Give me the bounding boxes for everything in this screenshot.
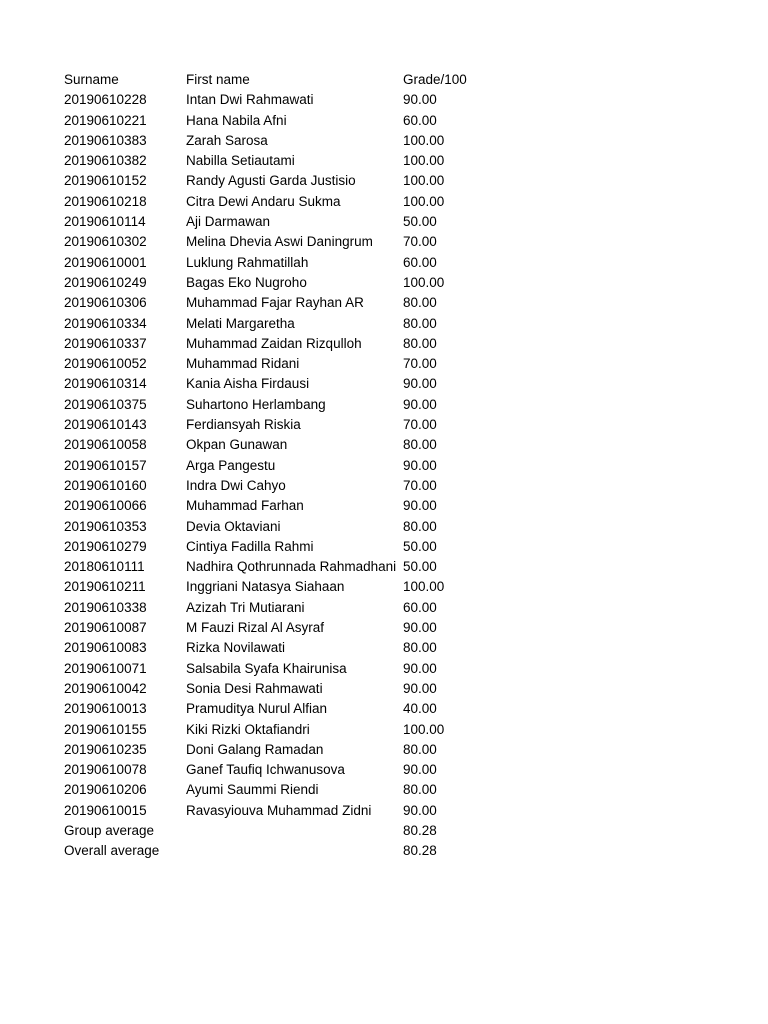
first-name-cell: Hana Nabila Afni bbox=[186, 112, 287, 128]
first-name-cell: Azizah Tri Mutiarani bbox=[186, 599, 305, 615]
grade-cell: 90.00 bbox=[403, 762, 437, 778]
surname-cell: 20190610155 bbox=[64, 721, 147, 737]
surname-cell: 20190610083 bbox=[64, 640, 147, 656]
table-row bbox=[64, 90, 504, 110]
surname-cell: 20190610375 bbox=[64, 396, 147, 412]
grade-cell: 90.00 bbox=[403, 396, 437, 412]
table-row bbox=[64, 577, 504, 597]
surname-cell: 20190610314 bbox=[64, 376, 147, 392]
grade-cell: 60.00 bbox=[403, 254, 437, 270]
summary-label: Overall average bbox=[64, 843, 160, 859]
grade-cell: 80.00 bbox=[403, 640, 437, 656]
table-row bbox=[64, 557, 504, 577]
table-row bbox=[64, 293, 504, 313]
summary-empty bbox=[186, 821, 403, 841]
first-name-cell: Okpan Gunawan bbox=[186, 437, 288, 453]
surname-cell: 20190610160 bbox=[64, 477, 147, 493]
grade-cell: 80.00 bbox=[403, 741, 437, 757]
table-row bbox=[64, 618, 504, 638]
first-name-cell: M Fauzi Rizal Al Asyraf bbox=[186, 620, 325, 636]
table-row bbox=[64, 151, 504, 171]
first-name-cell: Citra Dewi Andaru Sukma bbox=[186, 193, 341, 209]
surname-cell: 20180610111 bbox=[64, 559, 145, 575]
surname-cell: 20190610143 bbox=[64, 417, 147, 433]
grade-cell: 70.00 bbox=[403, 417, 437, 433]
first-name-cell: Nabilla Setiautami bbox=[186, 153, 295, 169]
grade-cell: 90.00 bbox=[403, 660, 437, 676]
table-row bbox=[64, 720, 504, 740]
table-row bbox=[64, 598, 504, 618]
table-row bbox=[64, 537, 504, 557]
table-row bbox=[64, 435, 504, 455]
table-row bbox=[64, 253, 504, 273]
table-row bbox=[64, 273, 504, 293]
table-row bbox=[64, 171, 504, 191]
grade-cell: 90.00 bbox=[403, 680, 437, 696]
surname-cell: 20190610382 bbox=[64, 153, 147, 169]
table-row bbox=[64, 659, 504, 679]
table-row bbox=[64, 699, 504, 719]
grade-cell: 50.00 bbox=[403, 538, 437, 554]
grade-cell: 90.00 bbox=[403, 376, 437, 392]
table-row bbox=[64, 212, 504, 232]
surname-cell: 20190610042 bbox=[64, 680, 147, 696]
table-row bbox=[64, 232, 504, 252]
surname-cell: 20190610221 bbox=[64, 112, 147, 128]
grade-cell: 100.00 bbox=[403, 274, 445, 290]
table-row bbox=[64, 395, 504, 415]
table-row bbox=[64, 415, 504, 435]
surname-cell: 20190610383 bbox=[64, 132, 147, 148]
first-name-cell: Doni Galang Ramadan bbox=[186, 741, 324, 757]
surname-cell: 20190610218 bbox=[64, 193, 147, 209]
surname-cell: 20190610087 bbox=[64, 620, 147, 636]
first-name-cell: Zarah Sarosa bbox=[186, 132, 268, 148]
first-name-cell: Bagas Eko Nugroho bbox=[186, 274, 307, 290]
first-name-cell: Muhammad Fajar Rayhan AR bbox=[186, 295, 364, 311]
surname-cell: 20190610071 bbox=[64, 660, 147, 676]
summary-value: 80.28 bbox=[403, 843, 437, 859]
first-name-cell: Ravasyiouva Muhammad Zidni bbox=[186, 802, 372, 818]
first-name-cell: Melina Dhevia Aswi Daningrum bbox=[186, 234, 373, 250]
table-row bbox=[64, 740, 504, 760]
surname-cell: 20190610015 bbox=[64, 802, 147, 818]
grade-cell: 100.00 bbox=[403, 153, 445, 169]
grade-cell: 70.00 bbox=[403, 477, 437, 493]
grade-cell: 100.00 bbox=[403, 579, 445, 595]
surname-cell: 20190610211 bbox=[64, 579, 146, 595]
first-name-cell: Sonia Desi Rahmawati bbox=[186, 680, 323, 696]
grade-cell: 40.00 bbox=[403, 701, 437, 717]
first-name-cell: Devia Oktaviani bbox=[186, 518, 281, 534]
grade-cell: 70.00 bbox=[403, 234, 437, 250]
table-row bbox=[64, 780, 504, 800]
grade-cell: 100.00 bbox=[403, 173, 445, 189]
grade-cell: 80.00 bbox=[403, 437, 437, 453]
grade-cell: 70.00 bbox=[403, 356, 437, 372]
surname-cell: 20190610078 bbox=[64, 762, 147, 778]
first-name-cell: Indra Dwi Cahyo bbox=[186, 477, 286, 493]
surname-cell: 20190610353 bbox=[64, 518, 147, 534]
summary-empty bbox=[186, 841, 403, 861]
first-name-cell: Inggriani Natasya Siahaan bbox=[186, 579, 345, 595]
surname-cell: 20190610228 bbox=[64, 92, 147, 108]
grade-cell: 90.00 bbox=[403, 620, 437, 636]
header-grade: Grade/100 bbox=[403, 72, 467, 87]
summary-row bbox=[64, 841, 504, 861]
surname-cell: 20190610152 bbox=[64, 173, 147, 189]
summary-rows bbox=[64, 821, 504, 862]
grade-cell: 50.00 bbox=[403, 559, 437, 575]
grade-cell: 90.00 bbox=[403, 457, 437, 473]
grade-cell: 100.00 bbox=[403, 193, 445, 209]
grade-cell: 90.00 bbox=[403, 92, 437, 108]
surname-cell: 20190610338 bbox=[64, 599, 147, 615]
table-row bbox=[64, 192, 504, 212]
surname-cell: 20190610306 bbox=[64, 295, 147, 311]
surname-cell: 20190610279 bbox=[64, 538, 147, 554]
grade-cell: 80.00 bbox=[403, 295, 437, 311]
surname-cell: 20190610013 bbox=[64, 701, 147, 717]
table-row bbox=[64, 496, 504, 516]
surname-cell: 20190610114 bbox=[64, 214, 146, 230]
surname-cell: 20190610249 bbox=[64, 274, 147, 290]
table-row bbox=[64, 517, 504, 537]
table-row bbox=[64, 111, 504, 131]
first-name-cell: Intan Dwi Rahmawati bbox=[186, 92, 314, 108]
first-name-cell: Salsabila Syafa Khairunisa bbox=[186, 660, 347, 676]
grade-sheet bbox=[64, 70, 504, 862]
grade-cell: 80.00 bbox=[403, 315, 437, 331]
first-name-cell: Muhammad Zaidan Rizqulloh bbox=[186, 335, 362, 351]
grade-cell: 100.00 bbox=[403, 132, 445, 148]
header-first-name: First name bbox=[186, 72, 250, 87]
grade-cell: 80.00 bbox=[403, 518, 437, 534]
table-row bbox=[64, 456, 504, 476]
first-name-cell: Aji Darmawan bbox=[186, 214, 271, 230]
surname-cell: 20190610337 bbox=[64, 335, 147, 351]
first-name-cell: Ayumi Saummi Riendi bbox=[186, 782, 319, 798]
table-row bbox=[64, 679, 504, 699]
first-name-cell: Kiki Rizki Oktafiandri bbox=[186, 721, 310, 737]
surname-cell: 20190610058 bbox=[64, 437, 147, 453]
first-name-cell: Rizka Novilawati bbox=[186, 640, 286, 656]
first-name-cell: Arga Pangestu bbox=[186, 457, 276, 473]
surname-cell: 20190610001 bbox=[64, 254, 147, 270]
grade-cell: 90.00 bbox=[403, 802, 437, 818]
header-surname: Surname bbox=[64, 72, 119, 87]
first-name-cell: Suhartono Herlambang bbox=[186, 396, 326, 412]
grade-cell: 60.00 bbox=[403, 599, 437, 615]
table-row bbox=[64, 638, 504, 658]
first-name-cell: Kania Aisha Firdausi bbox=[186, 376, 310, 392]
table-row bbox=[64, 314, 504, 334]
first-name-cell: Muhammad Ridani bbox=[186, 356, 300, 372]
first-name-cell: Nadhira Qothrunnada Rahmadhani bbox=[186, 559, 397, 575]
summary-value: 80.28 bbox=[403, 822, 437, 838]
surname-cell: 20190610235 bbox=[64, 741, 147, 757]
first-name-cell: Cintiya Fadilla Rahmi bbox=[186, 538, 314, 554]
surname-cell: 20190610157 bbox=[64, 457, 147, 473]
grade-cell: 60.00 bbox=[403, 112, 437, 128]
surname-cell: 20190610066 bbox=[64, 498, 147, 514]
first-name-cell: Muhammad Farhan bbox=[186, 498, 304, 514]
grade-cell: 100.00 bbox=[403, 721, 445, 737]
first-name-cell: Ferdiansyah Riskia bbox=[186, 417, 301, 433]
surname-cell: 20190610206 bbox=[64, 782, 147, 798]
grade-cell: 80.00 bbox=[403, 782, 437, 798]
summary-row bbox=[64, 821, 504, 841]
table-row bbox=[64, 374, 504, 394]
first-name-cell: Pramuditya Nurul Alfian bbox=[186, 701, 328, 717]
first-name-cell: Melati Margaretha bbox=[186, 315, 295, 331]
grade-cell: 90.00 bbox=[403, 498, 437, 514]
summary-label: Group average bbox=[64, 822, 155, 838]
table-row bbox=[64, 760, 504, 780]
first-name-cell: Ganef Taufiq Ichwanusova bbox=[186, 762, 345, 778]
surname-cell: 20190610334 bbox=[64, 315, 147, 331]
first-name-cell: Luklung Rahmatillah bbox=[186, 254, 309, 270]
grade-cell: 80.00 bbox=[403, 335, 437, 351]
surname-cell: 20190610052 bbox=[64, 356, 147, 372]
table-row bbox=[64, 131, 504, 151]
table-row bbox=[64, 476, 504, 496]
grade-cell: 50.00 bbox=[403, 214, 437, 230]
table-row bbox=[64, 354, 504, 374]
table-row bbox=[64, 334, 504, 354]
header-row bbox=[64, 70, 504, 90]
first-name-cell: Randy Agusti Garda Justisio bbox=[186, 173, 356, 189]
surname-cell: 20190610302 bbox=[64, 234, 147, 250]
table-body bbox=[64, 90, 504, 821]
table-row bbox=[64, 801, 504, 821]
